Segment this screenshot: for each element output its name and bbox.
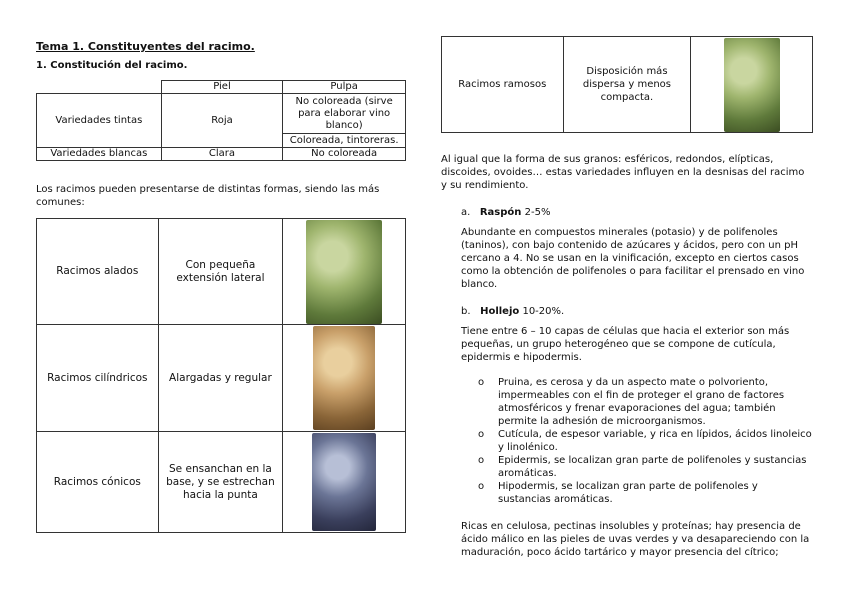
list-item: o Cutícula, de espesor variable, y rica en lípidos, ácidos linoleico y linolénico. [478,428,813,454]
header-piel: Piel [161,81,283,94]
raspon-percent: 2-5% [524,207,551,218]
row-tintas-pulpa-1: No coloreada (sirve para elaborar vino blanco) [283,94,406,134]
raspon-label: Raspón [479,207,522,218]
forms-intro: Los racimos pueden presentarse de distintas formas, siendo las más comunes: [36,184,380,208]
table-corner-cell [37,81,162,94]
hollejo-label: Hollejo [480,306,520,317]
raspon-paragraph: Abundante en compuestos minerales (potasio) y de polifenoles (taninos), con bajo contenido de azúcares y ácidos, pero con un pH cercano a 4. No se usan en la vinificación, excepto en ciertos casos como la obtención de polifenoles o para facilitar el prensado en vino blanco. [461,227,805,290]
list-marker: b. [461,306,471,317]
row-tintas-label: Variedades tintas [37,94,162,148]
hollejo-percent: 10-20%. [522,306,565,317]
list-item: o Pruina, es cerosa y da un aspecto mate o polvoriento, impermeables con el fin de proteger el grano de factores atmosféricos y frenar evaporaciones del agua; también permite la adhesión de microorganismos. [478,376,813,428]
table-row [37,325,406,432]
form-name: Racimos cónicos [37,432,159,533]
hollejo-paragraph: Tiene entre 6 – 10 capas de células que hacia el exterior son más pequeñas, un grupo heterogéneo que se compone de cutícula, epidermis e hipodermis. [461,326,790,363]
header-pulpa: Pulpa [283,81,406,94]
table-row [37,219,406,325]
row-tintas-piel: Roja [161,94,283,148]
grape-photo-ramoso [691,37,813,133]
grape-photo-conico [283,432,406,533]
form-desc: Se ensanchan en la base, y se estrechan hacia la punta [158,432,283,533]
raspon-heading [461,206,550,219]
hollejo-heading [461,305,564,318]
table-row [442,37,813,133]
closing-paragraph: Ricas en celulosa, pectinas insolubles y proteínas; hay presencia de ácido málico en las pieles de uvas verdes y va desapareciendo con la maduración, poco ácido tartárico y mayor presencia del cítrico; [461,521,810,558]
row-tintas-pulpa-2: Coloreada, tintoreras. [283,134,406,148]
grape-photo-cilindrico [283,325,406,432]
form-desc: Con pequeña extensión lateral [158,219,283,325]
row-blancas-pulpa: No coloreada [283,148,406,161]
skin-pulp-table [36,80,406,161]
form-desc: Disposición más dispersa y menos compacta. [563,37,691,133]
form-name: Racimos alados [37,219,159,325]
list-item: o Hipodermis, se localizan gran parte de polifenoles y sustancias aromáticas. [478,480,813,506]
row-blancas-label: Variedades blancas [37,148,162,161]
page-title: Tema 1. Constituyentes del racimo. [36,40,255,53]
row-blancas-piel: Clara [161,148,283,161]
form-desc: Alargadas y regular [158,325,283,432]
section-heading: 1. Constitución del racimo. [36,60,188,71]
table-row [37,432,406,533]
branched-cluster-table [441,36,813,133]
skin-layers-list [478,376,813,506]
cluster-forms-table [36,218,406,533]
form-name: Racimos cilíndricos [37,325,159,432]
form-name: Racimos ramosos [442,37,564,133]
grape-photo-alado [283,219,406,325]
list-item: o Epidermis, se localizan gran parte de polifenoles y sustancias aromáticas. [478,454,813,480]
list-marker: a. [461,207,471,218]
grain-shapes-paragraph: Al igual que la forma de sus granos: esféricos, redondos, elípticas, discoides, ovoides… estas variedades influyen en la desnisas del racimo y su rendimiento. [441,154,805,191]
